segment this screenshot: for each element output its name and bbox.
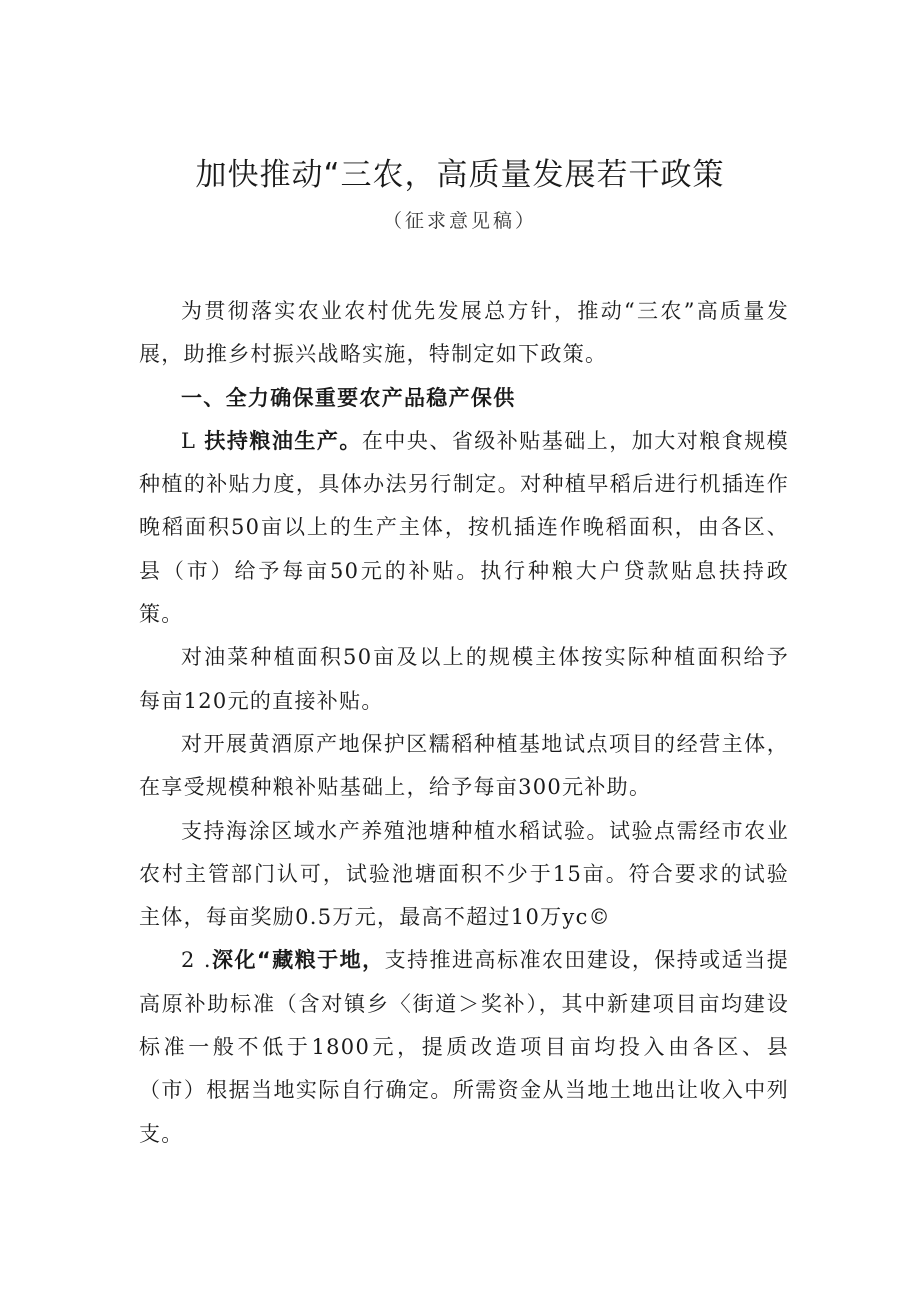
item-1-lead: 扶持粮油生产。 bbox=[204, 428, 362, 453]
item-2-paragraph bbox=[139, 939, 789, 1155]
section-heading-1: 一、全力确保重要农产品稳产保供 bbox=[181, 385, 516, 410]
item-1-text: 在中央、省级补贴基础上，加大对粮食规模种植的补贴力度，具体办法另行制定。对种植早稻后进行机插连作晚稻面积50亩以上的生产主体，按机插连作晚稻面积，由各区、县（市）给予每亩50元的补贴。执行种粮大户贷款贴息扶持政策。 bbox=[139, 428, 789, 627]
document-subtitle: （征求意见稿） bbox=[382, 210, 537, 232]
document-title: 加快推动“三农，高质量发展若干政策 bbox=[195, 157, 725, 193]
tidal-rice-paragraph: 支持海涂区域水产养殖池塘种植水稻试验。试验点需经市农业农村主管部门认可，试验池塘面积不少于15亩。符合要求的试验主体，每亩奖励0.5万元，最高不超过10万yc© bbox=[139, 818, 789, 930]
document-body bbox=[139, 290, 789, 1156]
rice-wine-paragraph: 对开展黄酒原产地保护区糯稻种植基地试点项目的经营主体，在享受规模种粮补贴基础上，给予每亩300元补助。 bbox=[139, 731, 789, 800]
intro-paragraph: 为贯彻落实农业农村优先发展总方针，推动“三农”高质量发展，助推乡村振兴战略实施，特制定如下政策。 bbox=[139, 299, 789, 367]
item-2-lead: 深化“藏粮于地， bbox=[211, 948, 385, 973]
rapeseed-paragraph: 对油菜种植面积50亩及以上的规模主体按实际种植面积给予每亩120元的直接补贴。 bbox=[139, 645, 789, 713]
item-1-paragraph bbox=[139, 420, 789, 636]
item-1-number: L bbox=[181, 428, 205, 453]
item-2-text: 支持推进高标准农田建设，保持或适当提高原补助标准（含对镇乡〈街道＞奖补），其中新建项目亩均建设标准一般不低于1800元，提质改造项目亩均投入由各区、县（市）根据当地实际自行确定。所需资金从当地土地出让收入中列支。 bbox=[139, 948, 789, 1146]
item-2-number: 2 . bbox=[181, 948, 212, 973]
